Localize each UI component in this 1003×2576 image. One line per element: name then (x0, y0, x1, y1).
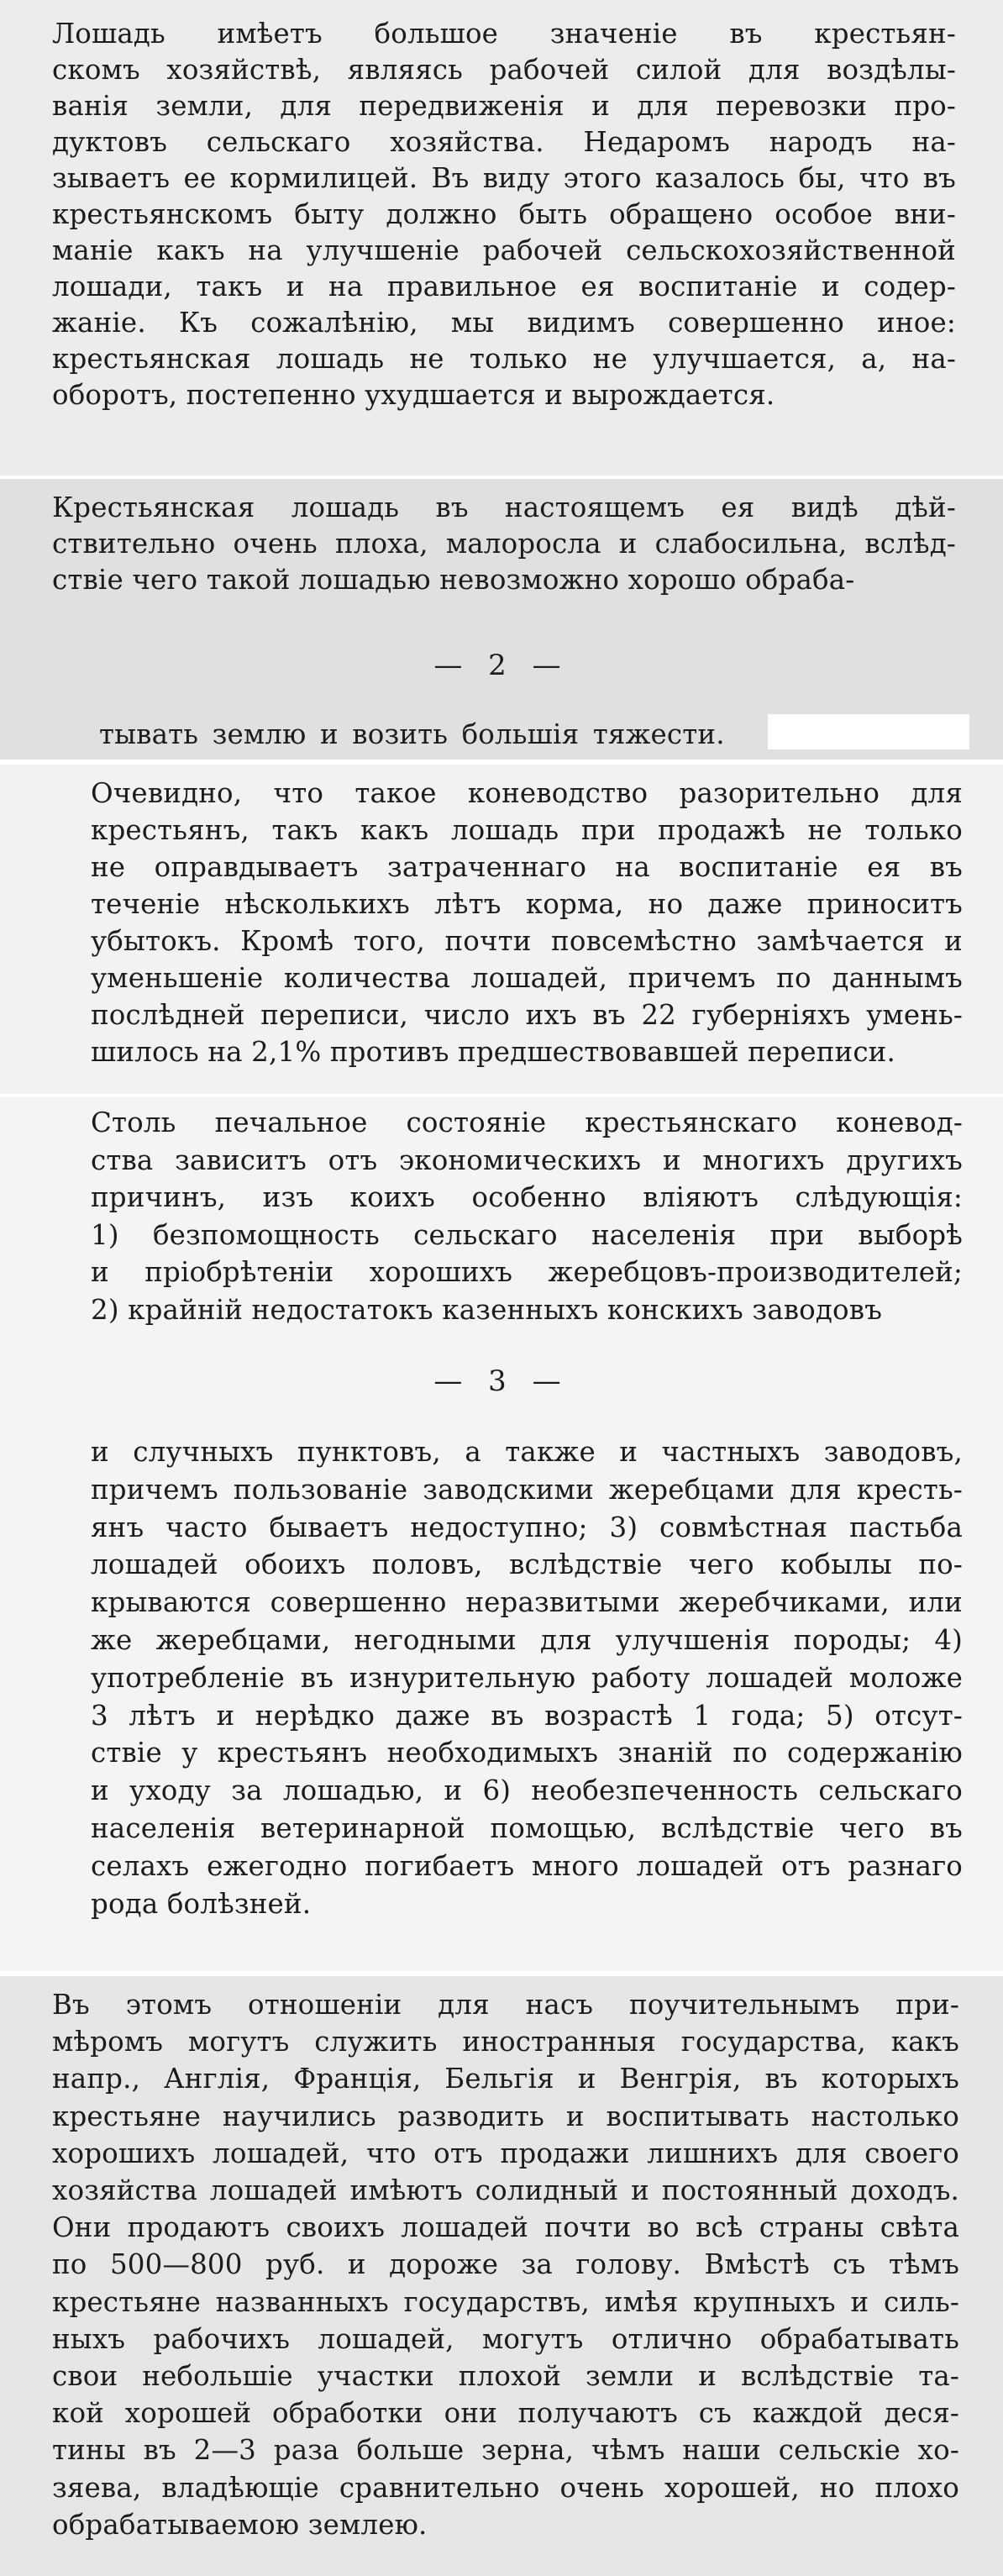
text-line: по 500—800 руб. и дороже за голову. Вмѣстѣ съ тѣмъ (52, 2248, 959, 2281)
text-line: Лошадь имѣетъ большое значеніе въ крестьян- (52, 18, 956, 50)
text-line: и уходу за лошадью, и 6) необезпеченность сельскаго (91, 1774, 963, 1807)
text-line: Крестьянская лошадь въ настоящемъ ея видѣ дѣй- (52, 492, 956, 523)
text-line: же жеребцами, негодными для улучшенія породы; 4) (91, 1624, 963, 1656)
text-line: и случныхъ пунктовъ, а также и частныхъ заводовъ, (91, 1436, 963, 1468)
text-line: 1) безпомощность сельскаго населенія при выборѣ (91, 1218, 963, 1251)
redaction-box (768, 714, 969, 749)
text-line: рода болѣзней. (91, 1887, 312, 1920)
text-line: селахъ ежегодно погибаетъ много лошадей отъ разнаго (91, 1849, 963, 1882)
text-line: зываетъ ее кормилицей. Въ виду этого казалось бы, что въ (52, 162, 956, 194)
text-line: крестьянъ, такъ какъ лошадь при продажѣ не только (91, 814, 963, 846)
page-strip (0, 0, 1003, 476)
text-line: оборотъ, постепенно ухудшается и вырождается. (52, 379, 775, 411)
text-line: убытокъ. Кромѣ того, почти повсемѣстно замѣчается и (91, 925, 963, 957)
text-line: ства зависитъ отъ экономическихъ и многихъ другихъ (91, 1143, 963, 1176)
text-line: тины въ 2—3 раза больше зерна, чѣмъ наши сельскіе хо- (52, 2434, 959, 2467)
text-line: обрабатываемою землею. (52, 2508, 428, 2541)
text-line: жаніе. Къ сожалѣнію, мы видимъ совершенно иное: (52, 307, 956, 339)
text-line: ванія земли, для передвиженія и для перевозки про- (52, 90, 956, 122)
text-line: крестьяне научились разводить и воспитывать настолько (52, 2100, 959, 2132)
paragraph (91, 1435, 963, 1924)
text-line: кой хорошей обработки они получаютъ съ каждой деся- (52, 2397, 959, 2430)
text-line: Въ этомъ отношеніи для насъ поучительнымъ при- (52, 1989, 959, 2021)
text-line: хозяйства лошадей имѣютъ солидный и постоянный доходъ. (52, 2174, 959, 2206)
text-line: лошадей обоихъ половъ, вслѣдствіе чего кобылы по- (91, 1548, 963, 1581)
paragraph (52, 1988, 959, 2545)
paragraph (91, 776, 963, 1072)
text-line: и пріобрѣтеніи хорошихъ жеребцовъ-производителей; (91, 1256, 963, 1288)
text-line: ствіе у крестьянъ необходимыхъ знаній по содержанію (91, 1737, 963, 1769)
text-line: послѣдней переписи, число ихъ въ 22 губерніяхъ умень- (91, 999, 963, 1031)
text-line: дуктовъ сельскаго хозяйства. Недаромъ народъ на- (52, 126, 956, 158)
text-line: ствіе чего такой лошадью невозможно хорошо обраба- (52, 564, 855, 596)
text-line: населенія ветеринарной помощью, вслѣдствіе чего въ (91, 1812, 963, 1844)
page-strip (0, 765, 1003, 1094)
text-line: причемъ пользованіе заводскими жеребцами для кресть- (91, 1473, 963, 1506)
text-line: причинъ, изъ коихъ особенно вліяютъ слѣдующія: (91, 1181, 963, 1213)
text-line: 2) крайній недостатокъ казенныхъ конскихъ заводовъ (91, 1293, 883, 1326)
text-line: ныхъ рабочихъ лошадей, могутъ отлично обрабатывать (52, 2322, 959, 2355)
paragraph (52, 491, 956, 599)
paragraph (52, 17, 956, 414)
text-line: зяева, владѣющіе сравнительно очень хорошей, но плохо (52, 2471, 959, 2504)
text-line: тывать землю и возить большія тяжести. (99, 718, 725, 750)
text-line: теченіе нѣсколькихъ лѣтъ корма, но даже приноситъ (91, 888, 963, 920)
text-line: ствительно очень плоха, малоросла и слабосильна, вслѣд- (52, 528, 956, 560)
text-line: крестьянская лошадь не только не улучшается, а, на- (52, 343, 956, 375)
text-line: скомъ хозяйствѣ, являясь рабочей силой для воздѣлы- (52, 54, 956, 86)
text-line: 3 лѣтъ и нерѣдко даже въ возрастѣ 1 года; 5) отсут- (91, 1699, 963, 1732)
text-line: свои небольшіе участки плохой земли и вслѣдствіе та- (52, 2360, 959, 2392)
text-line: крестьяне названныхъ государствъ, имѣя крупныхъ и силь- (52, 2285, 959, 2318)
page-number: — 3 — (433, 1364, 570, 1398)
text-line: уменьшеніе количества лошадей, причемъ по даннымъ (91, 962, 963, 994)
text-line: Столь печальное состояніе крестьянскаго коневод- (91, 1107, 963, 1138)
page-strip (0, 479, 1003, 760)
page-strip (0, 1976, 1003, 2576)
text-line: напр., Англія, Франція, Бельгія и Венгрія, въ которыхъ (52, 2063, 959, 2095)
text-line: употребленіе въ изнурительную работу лошадей моложе (91, 1661, 963, 1694)
paragraph (91, 1106, 963, 1330)
text-line: янъ часто бываетъ недоступно; 3) совмѣстная пастьба (91, 1511, 963, 1543)
text-line: крываются совершенно неразвитыми жеребчиками, или (91, 1586, 963, 1619)
text-line: Очевидно, что такое коневодство разорительно для (91, 777, 963, 809)
text-line: шилось на 2,1% противъ предшествовавшей переписи. (91, 1036, 895, 1068)
page-number: — 2 — (433, 649, 570, 682)
page-strip (0, 1097, 1003, 1971)
text-line: мѣромъ могутъ служить иностранныя государства, какъ (52, 2026, 959, 2058)
text-line: маніе какъ на улучшеніе рабочей сельскохозяйственной (52, 234, 956, 266)
text-line: крестьянскомъ быту должно быть обращено особое вни- (52, 198, 956, 230)
text-line: не оправдываетъ затраченнаго на воспитаніе ея въ (91, 851, 963, 883)
text-line: лошади, такъ и на правильное ея воспитаніе и содер- (52, 271, 956, 302)
text-line: хорошихъ лошадей, что отъ продажи лишнихъ для своего (52, 2137, 959, 2169)
text-line: Они продаютъ своихъ лошадей почти во всѣ страны свѣта (52, 2211, 959, 2244)
